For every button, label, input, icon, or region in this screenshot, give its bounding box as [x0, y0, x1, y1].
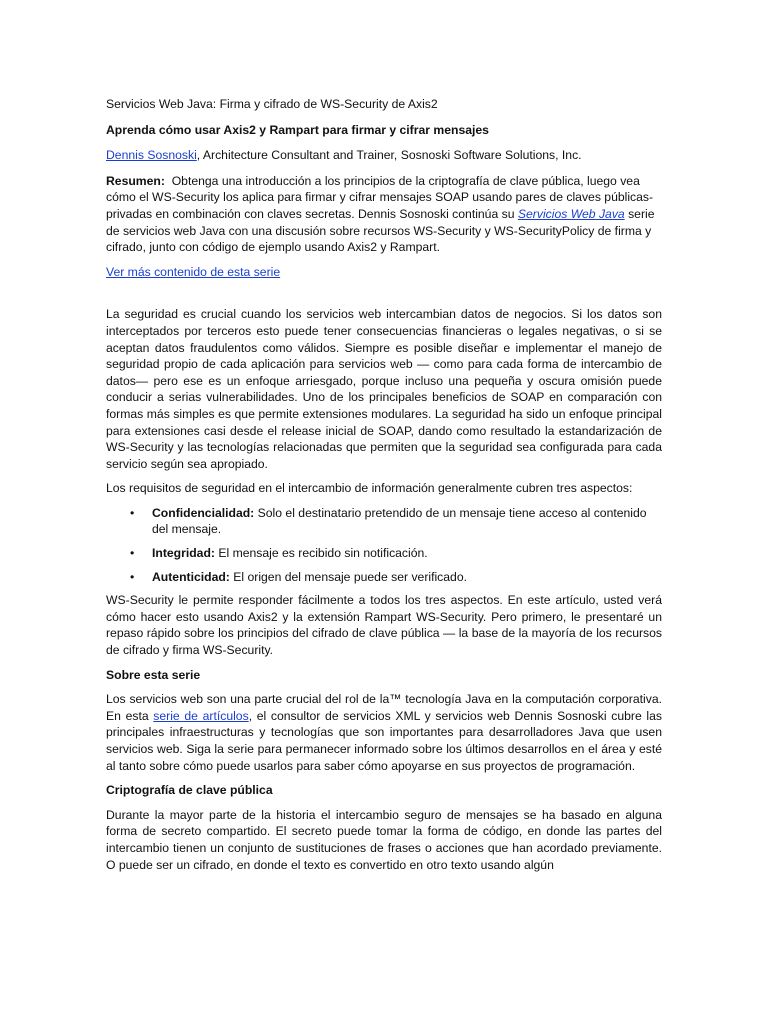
requirement-text: Solo el destinatario pretendido de un mensaje tiene acceso al contenido del mensaje. [152, 505, 647, 537]
article-series-link[interactable]: serie de artículos [153, 708, 249, 723]
author-affiliation: , Architecture Consultant and Trainer, Sosnoski Software Solutions, Inc. [196, 148, 582, 163]
summary-label: Resumen: [106, 173, 165, 188]
requirement-term: Autenticidad: [152, 569, 230, 584]
series-link[interactable]: Servicios Web Java [517, 206, 625, 221]
requirement-text: El origen del mensaje puede ser verificado. [229, 569, 467, 584]
series-paragraph [106, 691, 662, 774]
series-heading: Sobre esta serie [106, 667, 201, 682]
requirements-list [106, 505, 662, 585]
intro-paragraph: La seguridad es crucial cuando los servicios web intercambian datos de negocios. Si los datos son interceptados por terceros esto puede tener consecuencias financieras o legales negativas, o si se aceptan datos fraudulentos como válidos. Siempre es posible diseñar e implementar el manejo de seguridad propio de cada aplicación para servicios web — como para cada forma de intercambio de datos— pero ese es un enfoque arriesgado, porque incluso una pequeña y oscura omisión puede conducir a serias vulnerabilidades. Uno de los principales beneficios de SOAP en comparación con formas más simples es que permite extensiones modulares. La seguridad ha sido un enfoque principal para extensiones casi desde el release inicial de SOAP, dando como resultado la estandarización de WS-Security y las tecnologías relacionadas que permiten que la seguridad sea configurada para cada servicio según sea apropiado. [106, 307, 662, 471]
author-link[interactable]: Dennis Sosnoski [106, 148, 197, 163]
summary-text-before: Obtenga una introducción a los principios de la criptografía de clave pública, luego vea cómo el WS-Security los aplica para firmar y cifrar mensajes SOAP usando pares de claves públicas-privadas en combinación con claves secretas. Dennis Sosnoski continúa su [106, 173, 654, 221]
crypto-heading: Criptografía de clave pública [106, 783, 273, 798]
bullet-icon: • [130, 569, 135, 584]
more-content-row [106, 264, 662, 281]
series-text-after: , el consultor de servicios XML y servicios web Dennis Sosnoski cubre las principales infraestructuras y tecnologías que son importantes para desarrolladores Java que usen servicios web. Siga la serie para permanecer informado sobre los últimos desarrollos en el área y esté al tanto sobre cómo puede usarlos para saber cómo apoyarse en sus proyectos de programación. [106, 708, 662, 773]
requirements-intro: Los requisitos de seguridad en el intercambio de información generalmente cubren tres aspectos: [106, 481, 633, 496]
summary-text-after: serie de servicios web Java con una discusión sobre recursos WS-Security y WS-SecurityPolicy de firma y cifrado, junto con código de ejemplo usando Axis2 y Rampart. [106, 206, 655, 255]
list-item [130, 505, 662, 538]
list-item [130, 545, 662, 562]
crypto-paragraph: Durante la mayor parte de la historia el intercambio seguro de mensajes se ha basado en alguna forma de secreto compartido. El secreto puede tomar la forma de código, en donde las partes del intercambio tienen un conjunto de sustituciones de frases o acciones que han acordado previamente. O puede ser un cifrado, en donde el texto es convertido en otro texto usando algún [106, 807, 662, 872]
requirement-term: Confidencialidad: [152, 505, 255, 520]
series-text-before: Los servicios web son una parte crucial del rol de la™ tecnología Java en la computación corporativa. En esta [106, 692, 662, 723]
document-subtitle: Aprenda cómo usar Axis2 y Rampart para firmar y cifrar mensajes [106, 122, 489, 137]
summary-paragraph [106, 173, 662, 256]
author-byline [106, 147, 662, 164]
bullet-icon: • [130, 546, 135, 561]
bullet-icon: • [130, 505, 135, 520]
document-title: Servicios Web Java: Firma y cifrado de WS-Security de Axis2 [106, 97, 438, 111]
requirement-text: El mensaje es recibido sin notificación. [214, 546, 428, 561]
ws-security-paragraph: WS-Security le permite responder fácilmente a todos los tres aspectos. En este artículo, usted verá cómo hacer esto usando Axis2 y la extensión Rampart WS-Security. Pero primero, le presentaré un repaso rápido sobre los principios del cifrado de clave pública — la base de la mayoría de los recursos de cifrado y firma WS-Security. [106, 593, 662, 658]
requirement-term: Integridad: [152, 546, 215, 561]
more-content-link[interactable]: Ver más contenido de esta serie [106, 264, 281, 279]
list-item [130, 569, 662, 586]
